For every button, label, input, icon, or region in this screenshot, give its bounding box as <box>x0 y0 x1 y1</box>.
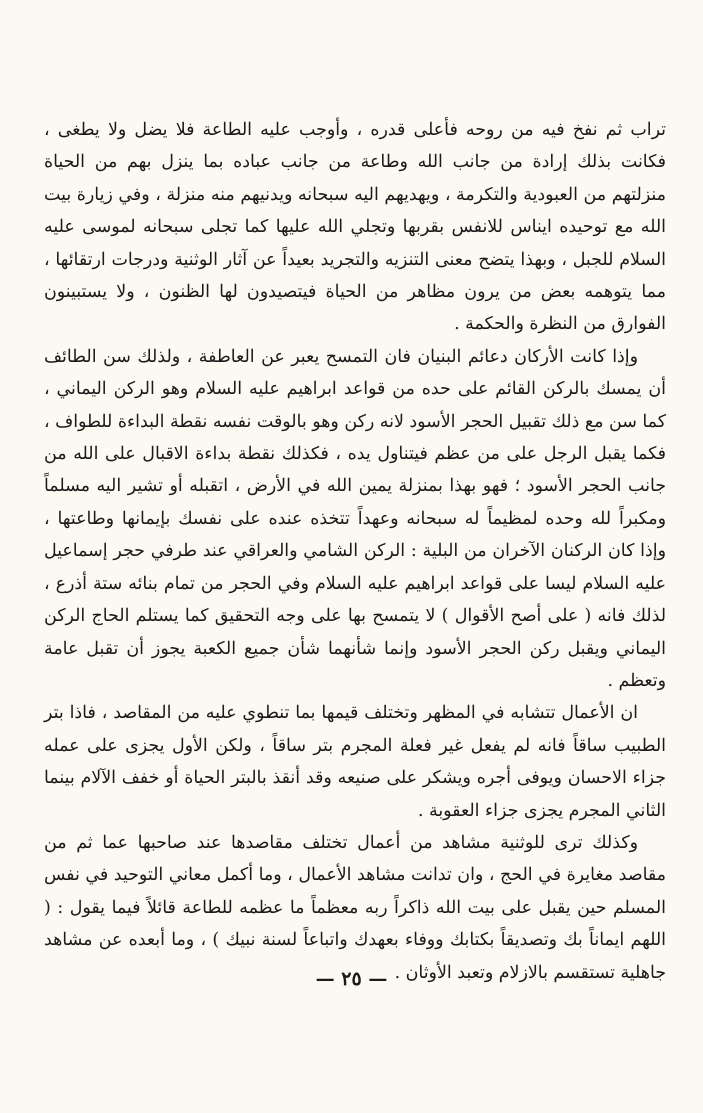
page-number: — ٢٥ — <box>315 968 388 990</box>
paragraph-4: وكذلك ترى للوثنية مشاهد من أعمال تختلف مقاصدها عند صاحبها عما ثم من مقاصد مغايرة في الحج ، وان تدانت مشاهد الأعمال ، وما أكمل معاني التوحيد في نفس المسلم حين يقبل على بيت الله ذاكراً ربه معظماً ما عظمه للطاعة قائلاً فيما يقول : ( اللهم ايماناً بك وتصديقاً بكتابك ووفاء بعهدك واتباعاً لسنة نبيك ) ، وما أبعده عن مشاهد جاهلية تستقسم بالازلام وتعبد الأوثان . <box>44 832 666 983</box>
paragraph-3: ان الأعمال تتشابه في المظهر وتختلف قيمها بما تنطوي عليه من المقاصد ، فاذا بتر الطبيب ساقاً فانه لم يفعل غير فعلة المجرم بتر ساقاً ، ولكن الأول يجزى على عمله جزاء الاحسان ويوفى أجره ويشكر على صنيعه وقد أنقذ بالبتر الحياة أو خفف الآلام بينما الثاني المجرم يجزى جزاء العقوبة . <box>44 703 666 821</box>
paragraph-1: تراب ثم نفخ فيه من روحه فأعلى قدره ، وأوجب عليه الطاعة فلا يضل ولا يطغى ، فكانت بذلك إرادة من جانب الله وطاعة من جانب عباده بما ينزل بهم من الحياة منزلتهم من العبودية والتكرمة ، ويهديهم اليه سبحانه ويدنيهم منه منزلة ، وفي زيارة بيت الله مع توحيده ايناس للانفس بقربها وتجلي الله عليها كما تجلى سبحانه لموسى عليه السلام للجبل ، وبهذا يتضح معنى التنزيه والتجريد بعيداً عن آثار الوثنية ودرجات ارتقائها ، مما يتوهمه بعض من يرون مظاهر من الحياة فيتصيدون لها الظنون ، ولا يستبينون الفوارق من النظرة والحكمة . <box>44 120 667 335</box>
paragraph-2: وإذا كانت الأركان دعائم البنيان فان التمسح يعبر عن العاطفة ، ولذلك سن الطائف أن يمسك بالركن القائم على حده من قواعد ابراهيم عليه السلام وهو الركن اليماني ، كما سن مع ذلك تقبيل الحجر الأسود لانه ركن وهو بالوقت نفسه نقطة البداءة للطواف ، فكما يقبل الرجل على من عظم فيتناول يده ، فكذلك نقطة بداءة الاقبال على الله من جانب الحجر الأسود ؛ فهو بهذا بمنزلة يمين الله في الأرض ، اتقبله أو تشير اليه مسلماً ومكبراً لله وحده لمظيماً له سبحانه وعهداً تتخذه عنده على نفسك بإيمانها وطاعتها ، وإذا كان الركنان الآخران من البلية : الركن الشامي والعراقي عند طرفي حجر إسماعيل عليه السلام ليسا على قواعد ابراهيم عليه السلام وفي الحجر من تمام بنائه ستة أذرع ، لذلك فانه ( على أصح الأقوال ) لا يتمسح بها على وجه التحقيق كما يستلم الحاج الركن اليماني ويقبل ركن الحجر الأسود وإنما شأنهما شأن جميع الكعبة يجوز أن تقبل عامة وتعظم . <box>44 346 666 691</box>
body-text <box>44 114 666 989</box>
